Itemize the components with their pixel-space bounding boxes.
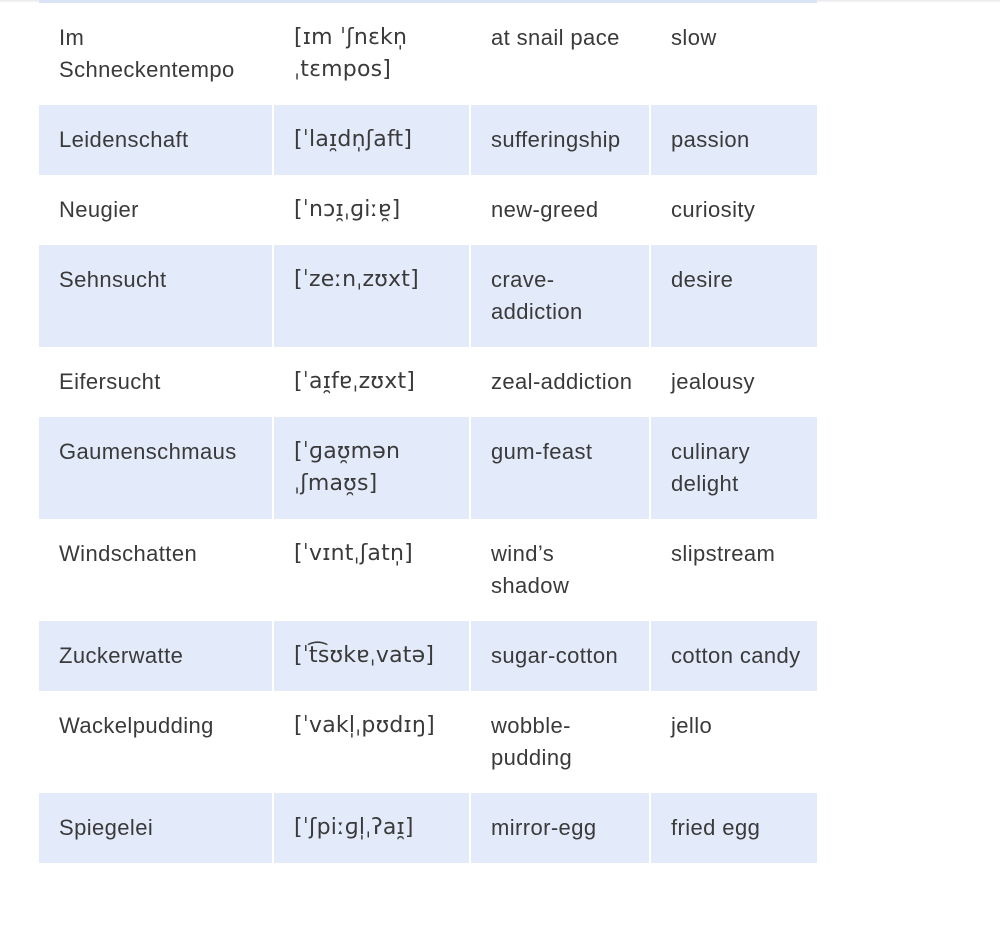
ipa-cell: [ˈaɪ̯fɐˌzʊxt] <box>273 347 470 417</box>
literal-translation-cell: sufferingship <box>470 105 650 175</box>
ipa-cell: [ˈnɔɪ̯ˌɡiːɐ̯] <box>273 175 470 245</box>
ipa-cell: [ˈvakl̩ˌpʊdɪŋ] <box>273 691 470 793</box>
table-row <box>39 519 817 621</box>
german-word-cell: Sehnsucht <box>39 245 273 347</box>
ipa-cell: [ˈlaɪ̯dn̩ʃaft] <box>273 105 470 175</box>
meaning-cell: fried egg <box>650 793 817 863</box>
literal-translation-cell: at snail pace <box>470 3 650 105</box>
german-word-cell: Leidenschaft <box>39 105 273 175</box>
meaning-cell: passion <box>650 105 817 175</box>
table-row <box>39 691 817 793</box>
ipa-cell: [ˈʃpiːɡl̩ˌʔaɪ̯] <box>273 793 470 863</box>
german-word-cell: Spiegelei <box>39 793 273 863</box>
literal-translation-cell: zeal-addiction <box>470 347 650 417</box>
ipa-cell: [ˈzeːnˌzʊxt] <box>273 245 470 347</box>
table-row <box>39 3 817 105</box>
literal-translation-cell: crave-addiction <box>470 245 650 347</box>
vocabulary-table-body <box>39 3 817 863</box>
table-row <box>39 175 817 245</box>
ipa-cell: [ˈɡaʊ̯mən ˌʃmaʊ̯s] <box>273 417 470 519</box>
literal-translation-cell: wobble-pudding <box>470 691 650 793</box>
literal-translation-cell: sugar-cotton <box>470 621 650 691</box>
literal-translation-cell: wind’s shadow <box>470 519 650 621</box>
literal-translation-cell: new-greed <box>470 175 650 245</box>
vocabulary-table <box>39 3 817 863</box>
german-word-cell: Eifersucht <box>39 347 273 417</box>
meaning-cell: curiosity <box>650 175 817 245</box>
table-row <box>39 105 817 175</box>
meaning-cell: cotton candy <box>650 621 817 691</box>
table-row <box>39 245 817 347</box>
table-row <box>39 621 817 691</box>
german-word-cell: Windschatten <box>39 519 273 621</box>
table-row <box>39 347 817 417</box>
german-word-cell: Neugier <box>39 175 273 245</box>
german-word-cell: Zuckerwatte <box>39 621 273 691</box>
ipa-cell: [ˈt͡sʊkɐˌvatə] <box>273 621 470 691</box>
ipa-cell: [ˈvɪntˌʃatn̩] <box>273 519 470 621</box>
ipa-cell: [ɪm ˈʃnɛkn̩ ˌtɛmpos] <box>273 3 470 105</box>
meaning-cell: jello <box>650 691 817 793</box>
table-row <box>39 793 817 863</box>
german-word-cell: Gaumenschmaus <box>39 417 273 519</box>
meaning-cell: desire <box>650 245 817 347</box>
meaning-cell: slow <box>650 3 817 105</box>
literal-translation-cell: mirror-egg <box>470 793 650 863</box>
literal-translation-cell: gum-feast <box>470 417 650 519</box>
table-row <box>39 417 817 519</box>
meaning-cell: jealousy <box>650 347 817 417</box>
german-word-cell: Im Schneckentempo <box>39 3 273 105</box>
meaning-cell: culinary delight <box>650 417 817 519</box>
meaning-cell: slipstream <box>650 519 817 621</box>
german-word-cell: Wackelpudding <box>39 691 273 793</box>
